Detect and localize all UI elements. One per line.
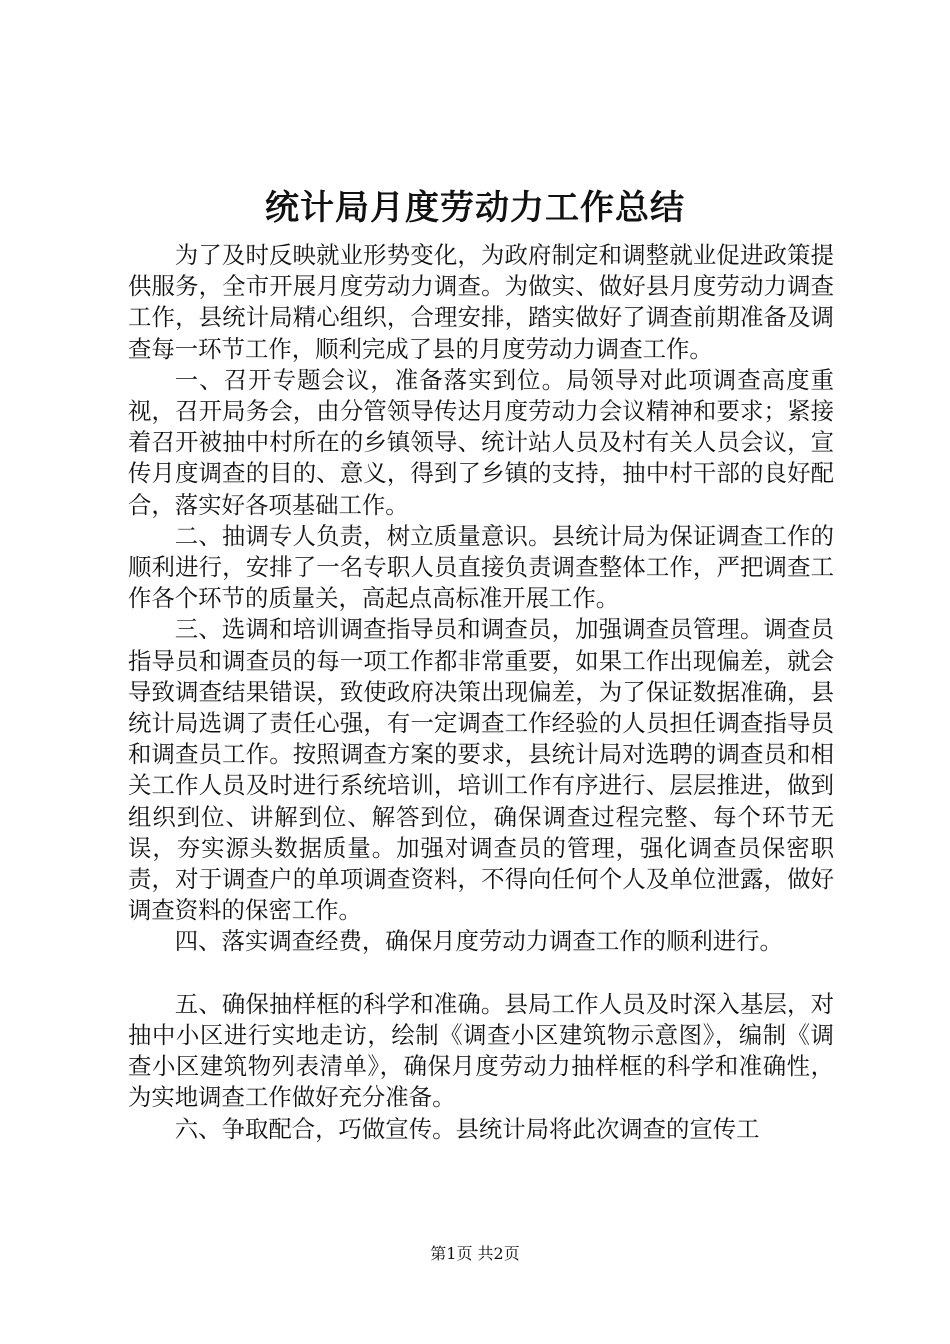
paragraph-section-4: 四、落实调查经费，确保月度劳动力调查工作的顺利进行。 xyxy=(174,927,783,956)
paragraph-intro: 为了及时反映就业形势变化，为政府制定和调整就业促进政策提供服务，全市开展月度劳动力调查。为做实、做好县月度劳动力调查工作，县统计局精心组织，合理安排，踏实做好了调查前期准备及调查每一环节工作，顺利完成了县的月度劳动力调查工作。 xyxy=(128,241,834,363)
paragraph-section-1: 一、召开专题会议，准备落实到位。局领导对此项调查高度重视，召开局务会，由分管领导传达月度劳动力会议精神和要求；紧接着召开被抽中村所在的乡镇领导、统计站人员及村有关人员会议，宣传月度调查的目的、意义，得到了乡镇的支持，抽中村干部的良好配合，落实好各项基础工作。 xyxy=(128,365,834,519)
paragraph-section-2: 二、抽调专人负责，树立质量意识。县统计局为保证调查工作的顺利进行，安排了一名专职人员直接负责调查整体工作，严把调查工作各个环节的质量关，高起点高标准开展工作。 xyxy=(128,521,834,613)
paragraph-section-3: 三、选调和培训调查指导员和调查员，加强调查员管理。调查员指导员和调查员的每一项工作都非常重要，如果工作出现偏差，就会导致调查结果错误，致使政府决策出现偏差，为了保证数据准确，县统计局选调了责任心强，有一定调查工作经验的人员担任调查指导员和调查员工作。按照调查方案的要求，县统计局对选聘的调查员和相关工作人员及时进行系统培训，培训工作有序进行、层层推进，做到组织到位、讲解到位、解答到位，确保调查过程完整、每个环节无误，夯实源头数据质量。加强对调查员的管理，强化调查员保密职责，对于调查户的单项调查资料，不得向任何个人及单位泄露，做好调查资料的保密工作。 xyxy=(128,615,834,925)
document-body xyxy=(128,240,834,1145)
document-title: 统计局月度劳动力工作总结 xyxy=(265,188,685,228)
paragraph-section-6: 六、争取配合，巧做宣传。县统计局将此次调查的宣传工 xyxy=(174,1114,760,1143)
page-number-footer: 第1页 共2页 xyxy=(430,1244,520,1263)
paragraph-section-5: 五、确保抽样框的科学和准确。县局工作人员及时深入基层，对抽中小区进行实地走访，绘制《调查小区建筑物示意图》，编制《调查小区建筑物列表清单》，确保月度劳动力抽样框的科学和准确性，为实地调查工作做好充分准备。 xyxy=(128,989,834,1112)
